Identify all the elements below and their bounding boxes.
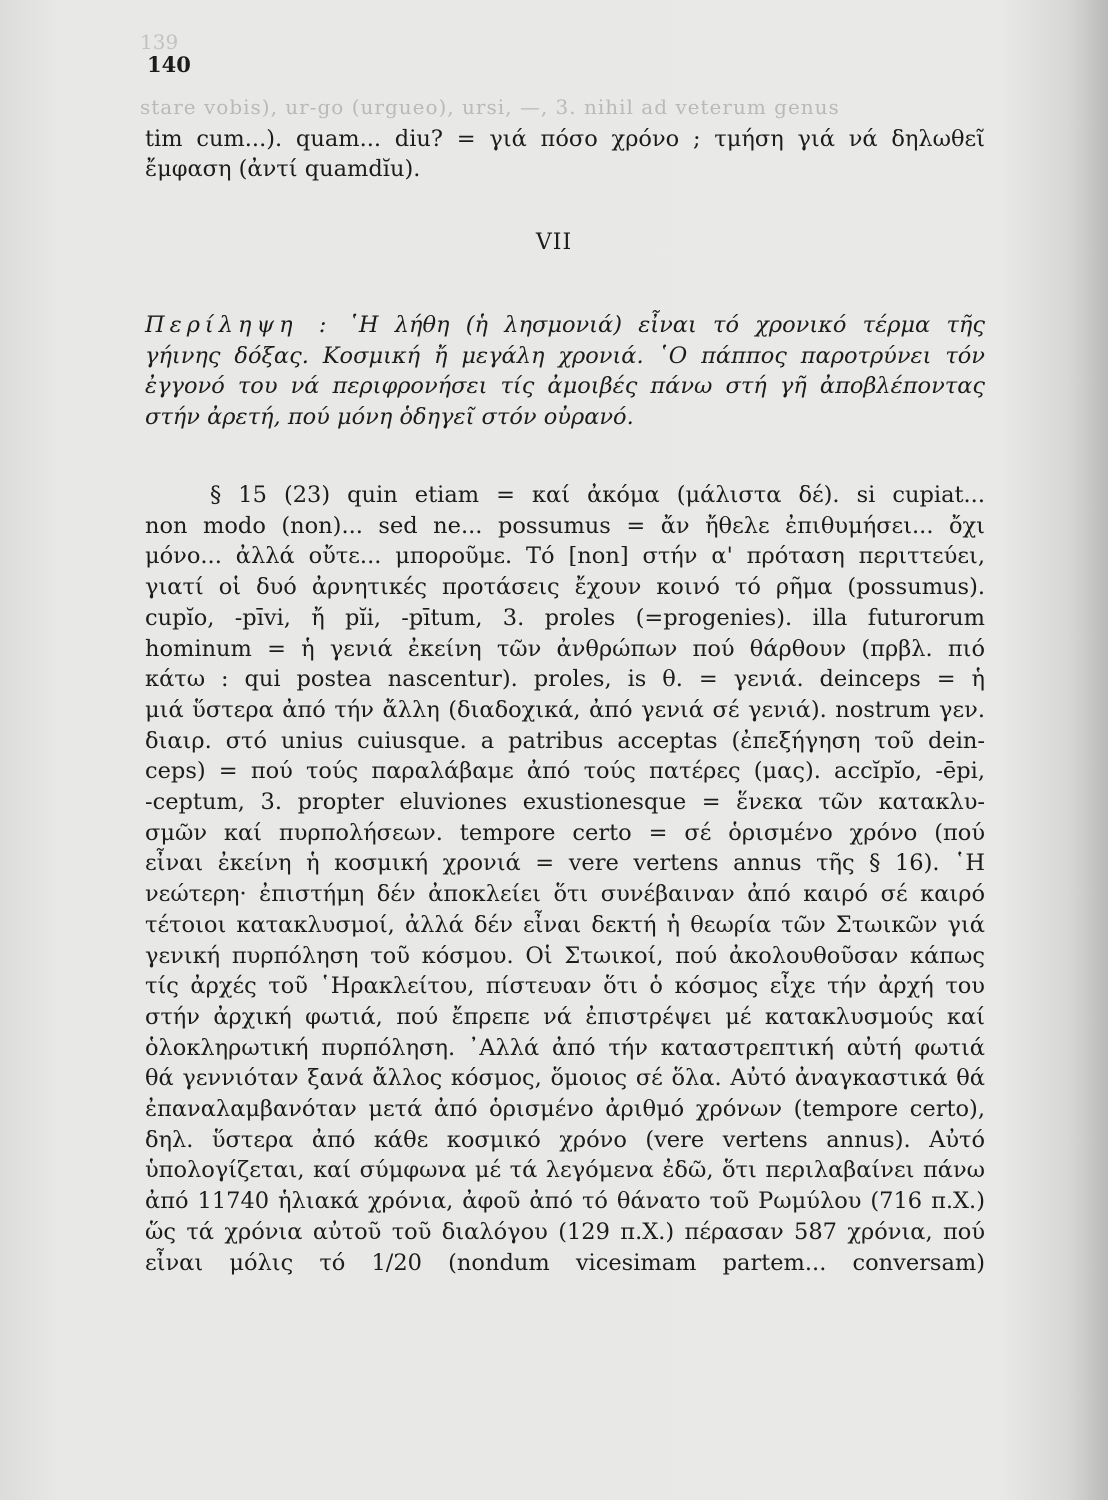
commentary-line: ἀπό 11740 ἡλιακά χρόνια, ἀφοῦ ἀπό τό θάνατο τοῦ Ρωμύλου (716 π.Χ.) — [145, 1188, 985, 1215]
commentary-line: τίς ἀρχές τοῦ ῾Ηρακλείτου, πίστευαν ὅτι ὁ κόσμος εἶχε τήν ἀρχή του — [145, 973, 985, 1000]
commentary-line: εἶναι ἐκείνη ἡ κοσμική χρονιά = vere vertens annus τῆς § 16). ῾Η — [145, 850, 985, 877]
summary-text: ῾Η λήθη (ἡ λησμονιά) εἶναι τό χρονικό τέρμα τῆς — [347, 312, 985, 338]
commentary-line: διαιρ. στό unius cuiusque. a patribus acceptas (ἐπεξήγηση τοῦ dein- — [145, 727, 985, 754]
commentary-line: νεώτερη· ἐπιστήμη δέν ἀποκλείει ὅτι συνέβαιναν ἀπό καιρό σέ καιρό — [145, 881, 985, 908]
commentary-line: δηλ. ὕστερα ἀπό κάθε κοσμικό χρόνο (vere vertens annus). Αὐτό — [145, 1126, 985, 1153]
page-number: 140 — [147, 52, 191, 77]
commentary-line: ceps) = πού τούς παραλάβαμε ἀπό τούς πατέρες (μας). accĭpĭo, -ēpi, — [145, 758, 985, 785]
bleed-through-text: stare vobis), ur-go (urgueo), ursi, —, 3. nihil ad veterum genus — [140, 95, 840, 119]
page-edge-shadow — [1068, 0, 1108, 1500]
commentary-line: hominum = ἡ γενιά ἐκείνη τῶν ἀνθρώπων πού θάρθουν (πρβλ. πιό — [145, 635, 985, 662]
intro-line: tim cum...). quam... diu? = γιά πόσο χρόνο ; τμήση γιά νά δηλωθεῖ — [145, 126, 985, 152]
summary-paragraph — [145, 310, 985, 432]
commentary-line: στήν ἀρχική φωτιά, πού ἔπρεπε νά ἐπιστρέψει μέ κατακλυσμούς καί — [145, 1003, 985, 1030]
commentary-line: γιατί οἱ δυό ἀρνητικές προτάσεις ἔχουν κοινό τό ρῆμα (possumus). — [145, 574, 985, 601]
commentary-line: ὁλοκληρωτική πυρπόληση. ᾿Αλλά ἀπό τήν καταστρεπτική αὐτή φωτιά — [145, 1034, 985, 1061]
bleed-through-page-number: 139 — [140, 30, 179, 54]
commentary-line: μιά ὕστερα ἀπό τήν ἄλλη (διαδοχικά, ἀπό γενιά σέ γενιά). nostrum γεν. — [145, 696, 985, 723]
summary-line: ἐγγονό του νά περιφρονήσει τίς ἀμοιβές πάνω στή γῆ ἀποβλέποντας — [145, 373, 985, 399]
commentary-line: εἶναι μόλις τό 1/20 (nondum vicesimam partem... conversam) — [145, 1249, 985, 1276]
commentary-line: ὑπολογίζεται, καί σύμφωνα μέ τά λεγόμενα ἐδῶ, ὅτι περιλαβαίνει πάνω — [145, 1157, 985, 1184]
commentary-line: σμῶν καί πυρπολήσεων. tempore certo = σέ ὁρισμένο χρόνο (πού — [145, 819, 985, 846]
commentary-paragraph — [145, 480, 985, 1278]
intro-paragraph — [145, 124, 985, 184]
section-heading: VII — [535, 230, 573, 255]
commentary-first-line: § 15 (23) quin etiam = καί ἀκόμα (μάλιστα δέ). si cupiat... — [210, 482, 985, 508]
summary-label: Περίληψη : — [145, 312, 332, 338]
commentary-line: ἐπαναλαμβανόταν μετά ἀπό ὁρισμένο ἀριθμό χρόνων (tempore certo), — [145, 1096, 985, 1123]
commentary-line: μόνο... ἀλλά οὔτε... μποροῦμε. Τό [non] στήν α' πρόταση περιττεύει, — [145, 543, 985, 570]
commentary-line: -ceptum, 3. propter eluviones exustionesque = ἕνεκα τῶν κατακλυ- — [145, 789, 985, 816]
intro-line: ἔμφαση (ἀντί quamdĭu). — [145, 156, 421, 182]
commentary-line: θά γεννιόταν ξανά ἄλλος κόσμος, ὅμοιος σέ ὅλα. Αὐτό ἀναγκαστικά θά — [145, 1065, 985, 1092]
commentary-line: τέτοιοι κατακλυσμοί, ἀλλά δέν εἶναι δεκτή ἡ θεωρία τῶν Στωικῶν γιά — [145, 911, 985, 938]
summary-line: στήν ἀρετή, πού μόνη ὁδηγεῖ στόν οὐρανό. — [145, 403, 634, 430]
commentary-line: ὥς τά χρόνια αὐτοῦ τοῦ διαλόγου (129 π.Χ.) πέρασαν 587 χρόνια, πού — [145, 1218, 985, 1245]
commentary-line: γενική πυρπόληση τοῦ κόσμου. Οἱ Στωικοί, πού ἀκολουθοῦσαν κάπως — [145, 942, 985, 969]
commentary-line: non modo (non)... sed ne... possumus = ἄν ἤθελε ἐπιθυμήσει... ὄχι — [145, 512, 985, 539]
commentary-line: cupĭo, -pīvi, ἤ pĭi, -pītum, 3. proles (=progenies). illa futurorum — [145, 604, 985, 631]
commentary-line: κάτω : qui postea nascentur). proles, is θ. = γενιά. deinceps = ἡ — [145, 666, 985, 693]
summary-line: γήινης δόξας. Κοσμική ἤ μεγάλη χρονιά. ῾Ο πάππος παροτρύνει τόν — [145, 342, 985, 369]
summary-first-line — [145, 310, 985, 341]
